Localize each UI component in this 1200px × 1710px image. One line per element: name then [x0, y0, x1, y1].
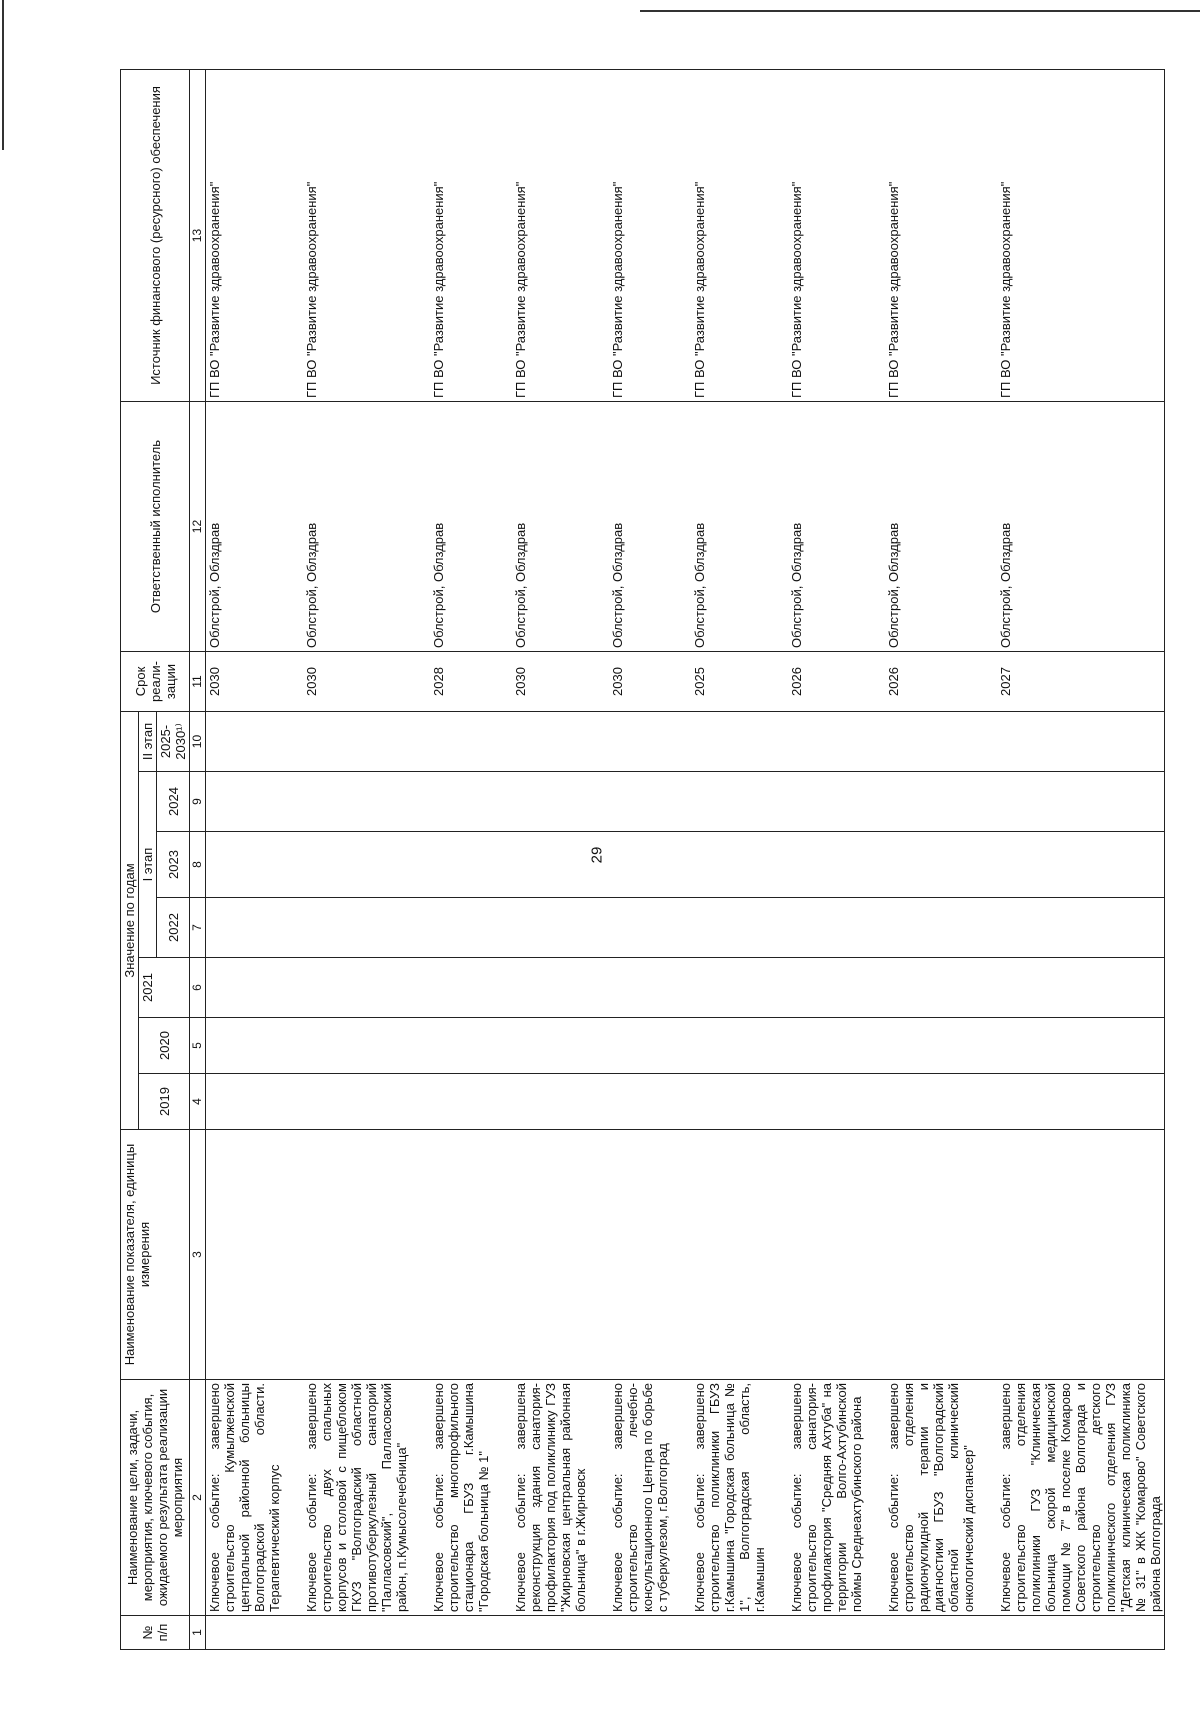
header-values-by-year: Значение по годам [121, 712, 139, 1130]
column-number: 3 [190, 1130, 206, 1380]
row-description: Ключевое событие: завершено строительство двух спальных корпусов и столовой с пищеблоком ГКУЗ "Волгоградский областной противотуберкулезный санаторий "Палласовский", Палласовский район, п.Кумысолечебница" [303, 1380, 410, 1616]
row-description: Ключевое событие: завершено строительство многопрофильного стационара ГБУЗ г.Камышина "Городская больница № 1" [430, 1380, 492, 1616]
column-number: 6 [190, 958, 206, 1018]
column-number: 12 [190, 402, 206, 652]
row-description: Ключевое событие: завершено строительство Кумылженской центральной районной больницы Волгоградской области. Терапевтический корпус [206, 1380, 284, 1616]
table-row [512, 70, 589, 1650]
row-source: ГП ВО "Развитие здравоохранения" [206, 70, 284, 402]
row-executor: Облстрой, Облздрав [885, 402, 977, 652]
header-row [121, 70, 139, 1650]
document-sheet [120, 70, 1163, 1650]
scan-edge-mark [2, 0, 4, 150]
column-number: 5 [190, 1018, 206, 1074]
row-source: ГП ВО "Развитие здравоохранения" [512, 70, 589, 402]
table-row [885, 70, 977, 1650]
row-executor: Облстрой, Облздрав [512, 402, 589, 652]
row-description: Ключевое событие: завершено строительство лечебно-консультационного Центра по борьбе с туберкулезом, г.Волгоград [609, 1380, 671, 1616]
header-stage-2: II этап [139, 712, 157, 772]
row-executor: Облстрой, Облздрав [691, 402, 768, 652]
row-description: Ключевое событие: завершено строительство отделения радионуклидной терапии и диагностики ГБУЗ "Волгоградский областной клинический онкологический диспансер" [885, 1380, 977, 1616]
table-row [609, 70, 671, 1650]
column-number: 2 [190, 1380, 206, 1616]
header-name: Наименование цели, задачи, мероприятия, ключевого события, ожидаемого результата реализации мероприятия [121, 1380, 190, 1616]
column-number: 13 [190, 70, 206, 402]
row-term: 2025 [691, 652, 768, 712]
column-numbers-row [190, 70, 206, 1650]
header-no: № п/п [121, 1616, 190, 1650]
row-term: 2026 [885, 652, 977, 712]
header-executor: Ответственный исполнитель [121, 402, 190, 652]
row-term: 2026 [788, 652, 865, 712]
header-2021: 2021 [139, 958, 190, 1018]
header-term: Срок реали- зации [121, 652, 190, 712]
row-source: ГП ВО "Развитие здравоохранения" [691, 70, 768, 402]
row-description: Ключевое событие: завершена реконструкция здания санатория-профилактория под поликлинику ГУЗ "Жирновская центральная районная больница" в г.Жирновск [512, 1380, 589, 1616]
row-executor: Облстрой, Облздрав [997, 402, 1165, 652]
row-term: 2030 [303, 652, 410, 712]
row-term: 2030 [609, 652, 671, 712]
row-executor: Облстрой, Облздрав [609, 402, 671, 652]
page-number: 29 [588, 846, 606, 864]
column-number: 1 [190, 1616, 206, 1650]
row-term: 2030 [206, 652, 284, 712]
row-source: ГП ВО "Развитие здравоохранения" [885, 70, 977, 402]
table-row [788, 70, 865, 1650]
column-number: 7 [190, 898, 206, 958]
row-description: Ключевое событие: завершено строительство поликлиники ГБУЗ г.Камышина "Городская больница № 1", Волгоградская область, г.Камышин [691, 1380, 768, 1616]
column-number: 4 [190, 1074, 206, 1130]
table-row [206, 70, 284, 1650]
row-term: 2027 [997, 652, 1165, 712]
row-source: ГП ВО "Развитие здравоохранения" [609, 70, 671, 402]
header-2025-2030: 2025- 2030¹⁾ [157, 712, 190, 772]
header-indicator: Наименование показателя, единицы измерения [121, 1130, 190, 1380]
column-number: 11 [190, 652, 206, 712]
scan-edge-mark [640, 10, 1200, 12]
row-executor: Облстрой, Облздрав [430, 402, 492, 652]
column-number: 9 [190, 772, 206, 832]
row-term: 2028 [430, 652, 492, 712]
table-row [430, 70, 492, 1650]
header-source: Источник финансового (ресурсного) обеспечения [121, 70, 190, 402]
header-stage-1: I этап [139, 772, 157, 958]
row-executor: Облстрой, Облздрав [788, 402, 865, 652]
row-executor: Облстрой, Облздрав [206, 402, 284, 652]
row-source: ГП ВО "Развитие здравоохранения" [430, 70, 492, 402]
header-2019: 2019 [139, 1074, 190, 1130]
header-2024: 2024 [157, 772, 190, 832]
indicators-table [120, 69, 1165, 1650]
table-row [997, 70, 1165, 1650]
row-source: ГП ВО "Развитие здравоохранения" [997, 70, 1165, 402]
column-number: 8 [190, 832, 206, 898]
column-number: 10 [190, 712, 206, 772]
table-row [691, 70, 768, 1650]
table-row [303, 70, 410, 1650]
row-description: Ключевое событие: завершено строительство отделения поликлиники ГУЗ "Клиническая больница скорой медицинской помощи № 7" в поселке Комарово Советского района Волгограда и строительство детского поликлинического отделения ГУЗ "Детская клиническая поликлиника № 31" в ЖК "Комарово" Советского района Волгограда [997, 1380, 1165, 1616]
header-2020: 2020 [139, 1018, 190, 1074]
header-2023: 2023 [157, 832, 190, 898]
row-source: ГП ВО "Развитие здравоохранения" [303, 70, 410, 402]
row-source: ГП ВО "Развитие здравоохранения" [788, 70, 865, 402]
row-term: 2030 [512, 652, 589, 712]
row-executor: Облстрой, Облздрав [303, 402, 410, 652]
row-description: Ключевое событие: завершено строительство санатория-профилактория "Средняя Ахтуба" на территории Волго-Ахтубинской поймы Среднеахтубинского района [788, 1380, 865, 1616]
header-2022: 2022 [157, 898, 190, 958]
